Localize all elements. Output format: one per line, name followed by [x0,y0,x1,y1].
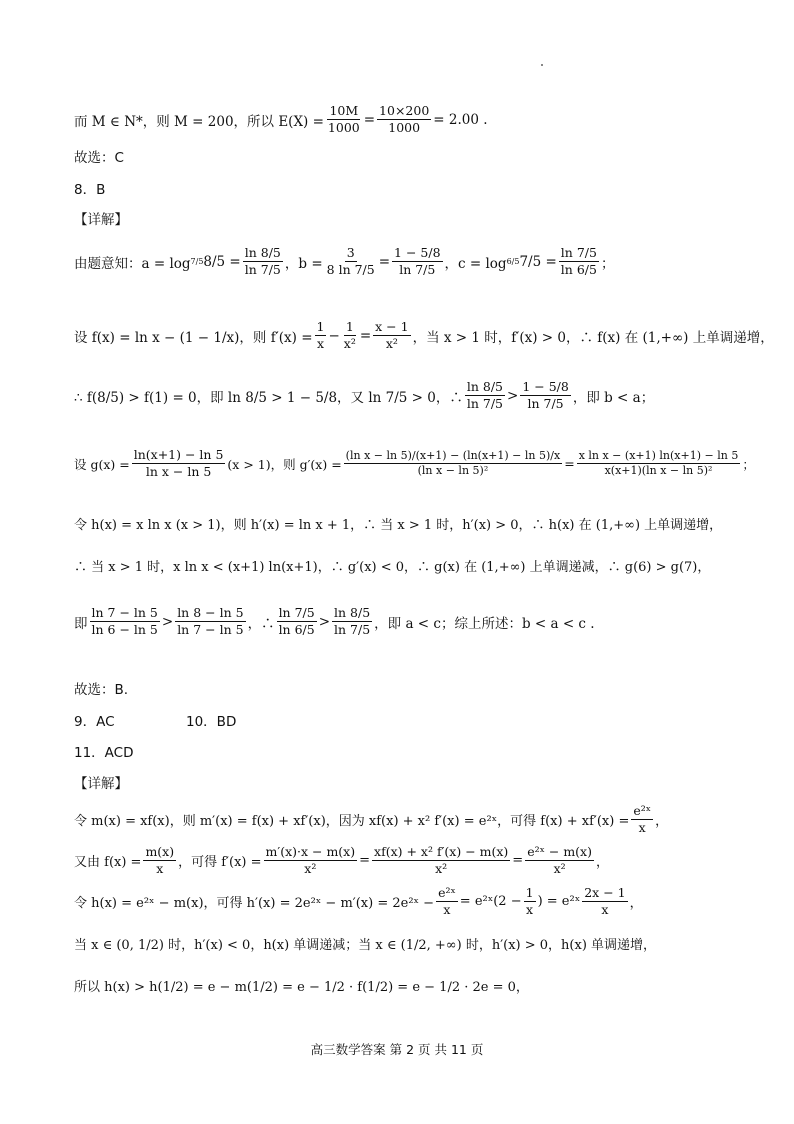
line-expectation [74,104,488,136]
fraction: $\frac{\ln 7 - \ln 5}{\ln 6 - \ln 5}$ [91,605,158,638]
page-footer: 高三数学答案 第 2 页 共 11 页 [310,1042,484,1057]
choice-line: 故选：B. [74,682,129,698]
fraction: $\frac{m(x)}{x}$ [145,844,175,877]
fraction: $\frac{\ln 8/5}{\ln 7/5}$ [334,605,371,638]
question-9-answer: 9．AC [74,714,115,730]
line-h-minimum: 所以 h(x) > h(1/2) = e − m(1/2) = e − 1/2 · f(1/2) = e − 1/2 · 2e = 0， [74,980,529,995]
line-a-less-than-c: 即 $\frac{\ln 7 - \ln 5}{\ln 6 - \ln 5}$ > $\frac{\ln 8 - \ln 5}{\ln 7 - \ln 5}$ ，∴ $\frac{\ln 7/5}{\ln 6/5}$ > $\frac{\ln 8/5}{\ln 7/5}$ ，即 a < c；综上所述：b < a < c . [74,605,595,638]
stray-dot-mark [541,64,543,66]
fraction: $\frac{10\times 200}{1000}$ [379,103,430,136]
fraction: $\frac{\text{e²ˣ}}{x}$ [438,885,456,918]
fraction: $\frac{\text{e²ˣ}}{x}$ [633,803,652,836]
fraction: $\frac{2x - 1}{x}$ [584,885,626,918]
text: 而 M ∈ N*，则 M = 200，所以 E(X) = [74,113,324,130]
text: = [363,111,376,128]
line-abc-definition: 由题意知：a = log 7/5 8/5 = $\frac{\ln 8/5}{\ln 7/5}$ ，b = $\frac{3}{8 \ln 7/5}$ = $\frac{1 - 5/8}{\ln 7/5}$ ，c = log 6/5 7/5 = $\frac{\ln 7/5}{\ln 6/5}$ ； [74,245,615,278]
fraction: $\frac{x - 1}{\text{x²}}$ [375,319,409,352]
fraction: $\frac{\ln 8/5}{\ln 7/5}$ [466,379,504,412]
fraction: $\frac{\text{e²ˣ − m(x)}}{\text{x²}}$ [527,844,592,877]
line-h-definition: 令 h(x) = x ln x (x > 1)，则 h′(x) = ln x + 1，∴ 当 x > 1 时，h′(x) > 0，∴ h(x) 在 (1,+∞) 上单调递增， [74,518,723,533]
fraction: $\frac{1}{x}$ [525,885,534,918]
line-monotonicity: 当 x ∈ (0, 1/2) 时，h′(x) < 0，h(x) 单调递减；当 x ∈ (1/2, +∞) 时，h′(x) > 0，h(x) 单调递增， [74,938,657,953]
fraction: $\frac{\ln 7/5}{\ln 6/5}$ [278,605,315,638]
fraction: $\frac{10M}{1000}$ [327,103,360,136]
fraction: $\frac{\ln 7/5}{\ln 6/5}$ [560,245,597,278]
fraction: $\frac{1}{\text{x²}}$ [343,319,356,352]
fraction: $\frac{1}{x}$ [316,319,325,352]
choice-line: 故选：C [74,150,124,166]
line-b-less-than-a: ∴ f(8/5) > f(1) = 0，即 ln 8/5 > 1 − 5/8，又 ln 7/5 > 0，∴ $\frac{\ln 8/5}{\ln 7/5}$ > $\frac{1 - 5/8}{\ln 7/5}$ ，即 b < a； [74,379,655,412]
line-g-definition: 设 g(x) = $\frac{\ln(x+1) - \ln 5}{\text{ln x − ln 5}}$ (x > 1)，则 g′(x) = $\frac{\text{(ln x − ln 5)/(x+1) − (ln(x+1) − ln 5)/x}}{\text{(ln x − ln 5)²}}$ = $\frac{\text{x ln x − (x+1) ln(x+1) − ln 5}}{\text{x(x+1)(ln x − ln 5)²}}$ ； [74,447,755,480]
line-m-definition: 令 m(x) = xf(x)，则 m′(x) = f(x) + xf′(x)，因为 xf(x) + x² f′(x) = e²ˣ，可得 f(x) + xf′(x) = $\frac{\text{e²ˣ}}{x}$ ， [74,803,669,836]
question-8-answer: 8．B [74,182,106,198]
fraction: $\frac{\text{(ln x − ln 5)/(x+1) − (ln(x+1) − ln 5)/x}}{\text{(ln x − ln 5)²}}$ [345,448,561,478]
line-f-definition: 设 f(x) = ln x − (1 − 1/x)，则 f′(x) = $\frac{1}{x}$ − $\frac{1}{\text{x²}}$ = $\frac{x - 1}{\text{x²}}$ ，当 x > 1 时，f′(x) > 0，∴ f(x) 在 (1,+∞) 上单调递增， [74,319,774,352]
fraction: $\frac{\ln 8/5}{\ln 7/5}$ [244,245,281,278]
fraction: $\frac{1 - 5/8}{\ln 7/5}$ [394,245,441,278]
line-f-prime: 又由 f(x) = $\frac{m(x)}{x}$ ，可得 f′(x) = $\frac{m'(x)\cdot x - m(x)}{\text{x²}}$ = $\frac{\text{xf(x) + x² f′(x) − m(x)}}{\text{x²}}$ = $\frac{\text{e²ˣ − m(x)}}{\text{x²}}$ ， [74,844,610,877]
text: = 2.00 . [433,111,488,128]
fraction: $\frac{\text{x ln x − (x+1) ln(x+1) − ln 5}}{\text{x(x+1)(ln x − ln 5)²}}$ [578,448,739,478]
line-g-decreasing: ∴ 当 x > 1 时，x ln x < (x+1) ln(x+1)，∴ g′(x) < 0，∴ g(x) 在 (1,+∞) 上单调递减，∴ g(6) > g(7)， [74,560,711,575]
fraction: $\frac{3}{8 \ln 7/5}$ [326,245,375,278]
fraction: $\frac{\ln(x+1) - \ln 5}{\text{ln x − ln 5}}$ [133,447,224,480]
detail-heading: 【详解】 [74,212,128,228]
line-h-prime: 令 h(x) = e²ˣ − m(x)，可得 h′(x) = 2e²ˣ − m′(x) = 2e²ˣ − $\frac{\text{e²ˣ}}{x}$ = e²ˣ(2 − $\frac{1}{x}$ ) = e²ˣ $\frac{2x - 1}{x}$ ， [74,885,643,918]
fraction: $\frac{m'(x)\cdot x - m(x)}{\text{x²}}$ [265,844,356,877]
fraction: $\frac{\text{xf(x) + x² f′(x) − m(x)}}{\text{x²}}$ [374,844,509,877]
detail-heading: 【详解】 [74,776,128,792]
fraction: $\frac{1 - 5/8}{\ln 7/5}$ [522,379,569,412]
question-10-answer: 10．BD [186,714,237,730]
fraction: $\frac{\ln 8 - \ln 5}{\ln 7 - \ln 5}$ [177,605,244,638]
question-11-answer: 11．ACD [74,745,134,761]
